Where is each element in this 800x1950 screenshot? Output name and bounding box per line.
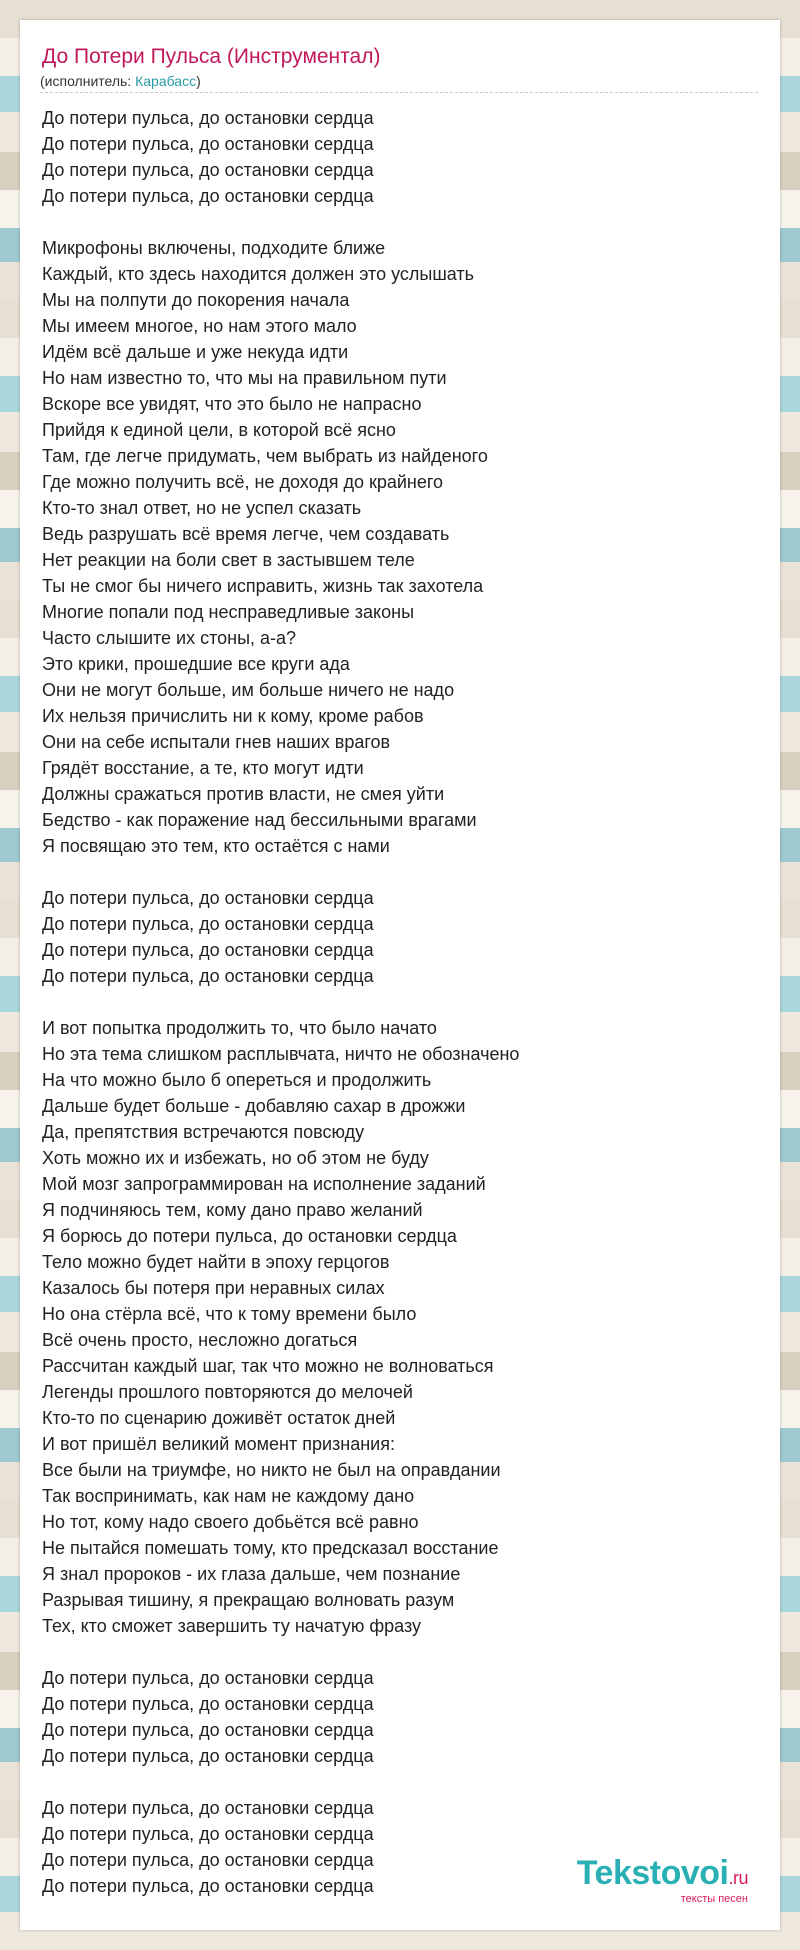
site-logo[interactable] [577,1856,748,1905]
lyrics-line: До потери пульса, до остановки сердца [42,1694,374,1714]
lyrics-body [42,105,762,1925]
lyrics-line: Хоть можно их и избежать, но об этом не буду [42,1148,429,1168]
lyrics-line: Они на себе испытали гнев наших врагов [42,732,391,752]
artist-line [40,73,201,89]
artist-link[interactable]: Карабасс [135,73,197,89]
lyrics-line: Вскоре все увидят, что это было не напрасно [42,394,422,414]
lyrics-line: Казалось бы потеря при неравных силах [42,1278,385,1298]
lyrics-line: Ты не смог бы ничего исправить, жизнь так захотела [42,576,484,596]
lyrics-line: Они не могут больше, им больше ничего не надо [42,680,455,700]
lyrics-line: Тело можно будет найти в эпоху герцогов [42,1252,390,1272]
lyrics-line: Мой мозг запрограммирован на исполнение заданий [42,1174,486,1194]
lyrics-line: До потери пульса, до остановки сердца [42,1798,374,1818]
logo-tld: .ru [728,1868,748,1888]
lyrics-line: Ведь разрушать всё время легче, чем создавать [42,524,450,544]
lyrics-line: Легенды прошлого повторяются до мелочей [42,1382,413,1402]
lyrics-line: Грядёт восстание, а те, кто могут идти [42,758,364,778]
lyrics-stanza [42,1665,762,1769]
lyrics-line: Идём всё дальше и уже некуда идти [42,342,349,362]
lyrics-line: До потери пульса, до остановки сердца [42,1720,374,1740]
lyrics-line: Не пытайся помешать тому, кто предсказал восстание [42,1538,499,1558]
lyrics-line: Это крики, прошедшие все круги ада [42,654,350,674]
lyrics-line: Но эта тема слишком расплывчата, ничто не обозначено [42,1044,520,1064]
lyrics-line: На что можно было б опереться и продолжить [42,1070,432,1090]
lyrics-line: Я знал пророков - их глаза дальше, чем познание [42,1564,461,1584]
lyrics-line: И вот попытка продолжить то, что было начато [42,1018,437,1038]
logo-wordmark [577,1856,748,1895]
lyrics-line: Я посвящаю это тем, кто остаётся с нами [42,836,390,856]
lyrics-line: Дальше будет больше - добавляю сахар в дрожжи [42,1096,466,1116]
lyrics-line: До потери пульса, до остановки сердца [42,108,374,128]
artist-suffix: ) [196,73,201,89]
lyrics-line: Я борюсь до потери пульса, до остановки сердца [42,1226,457,1246]
lyrics-line: Мы на полпути до покорения начала [42,290,350,310]
lyrics-card [20,20,780,1930]
lyrics-stanza [42,1015,762,1639]
lyrics-line: Нет реакции на боли свет в застывшем теле [42,550,415,570]
lyrics-line: Там, где легче придумать, чем выбрать из найденого [42,446,488,466]
lyrics-line: До потери пульса, до остановки сердца [42,134,374,154]
lyrics-line: До потери пульса, до остановки сердца [42,966,374,986]
lyrics-line: Но она стёрла всё, что к тому времени было [42,1304,417,1324]
logo-name: Tekstovoi [576,1854,729,1892]
lyrics-line: Часто слышите их стоны, а-а? [42,628,297,648]
lyrics-line: Но нам известно то, что мы на правильном пути [42,368,447,388]
lyrics-line: До потери пульса, до остановки сердца [42,914,374,934]
lyrics-stanza [42,235,762,859]
lyrics-line: До потери пульса, до остановки сердца [42,1746,374,1766]
lyrics-line: Кто-то знал ответ, но не успел сказать [42,498,362,518]
lyrics-line: До потери пульса, до остановки сердца [42,888,374,908]
lyrics-stanza [42,105,762,209]
lyrics-line: Но тот, кому надо своего добьётся всё равно [42,1512,419,1532]
logo-tagline: тексты песен [680,1893,748,1905]
lyrics-line: До потери пульса, до остановки сердца [42,160,374,180]
header-divider [40,92,758,93]
lyrics-line: Так воспринимать, как нам не каждому дано [42,1486,415,1506]
lyrics-line: И вот пришёл великий момент признания: [42,1434,395,1454]
lyrics-line: Бедство - как поражение над бессильными врагами [42,810,477,830]
lyrics-stanza [42,885,762,989]
lyrics-line: До потери пульса, до остановки сердца [42,186,374,206]
artist-prefix: (исполнитель: [40,73,136,89]
lyrics-line: До потери пульса, до остановки сердца [42,940,374,960]
lyrics-line: Тех, кто сможет завершить ту начатую фразу [42,1616,422,1636]
lyrics-line: Прийдя к единой цели, в которой всё ясно [42,420,396,440]
lyrics-line: Их нельзя причислить ни к кому, кроме рабов [42,706,424,726]
lyrics-line: До потери пульса, до остановки сердца [42,1824,374,1844]
lyrics-line: Рассчитан каждый шаг, так что можно не волноваться [42,1356,494,1376]
song-title: До Потери Пульса (Инструментал) [42,45,381,68]
lyrics-line: Всё очень просто, несложно догаться [42,1330,358,1350]
lyrics-line: Многие попали под несправедливые законы [42,602,415,622]
lyrics-line: Кто-то по сценарию доживёт остаток дней [42,1408,396,1428]
lyrics-line: Да, препятствия встречаются повсюду [42,1122,365,1142]
lyrics-line: Все были на триумфе, но никто не был на оправдании [42,1460,501,1480]
lyrics-line: До потери пульса, до остановки сердца [42,1876,374,1896]
lyrics-line: До потери пульса, до остановки сердца [42,1668,374,1688]
lyrics-line: Я подчиняюсь тем, кому дано право желаний [42,1200,423,1220]
lyrics-line: До потери пульса, до остановки сердца [42,1850,374,1870]
lyrics-line: Каждый, кто здесь находится должен это услышать [42,264,474,284]
lyrics-line: Разрывая тишину, я прекращаю волновать разум [42,1590,455,1610]
lyrics-line: Должны сражаться против власти, не смея уйти [42,784,445,804]
lyrics-line: Мы имеем многое, но нам этого мало [42,316,357,336]
lyrics-line: Микрофоны включены, подходите ближе [42,238,386,258]
lyrics-line: Где можно получить всё, не доходя до крайнего [42,472,444,492]
